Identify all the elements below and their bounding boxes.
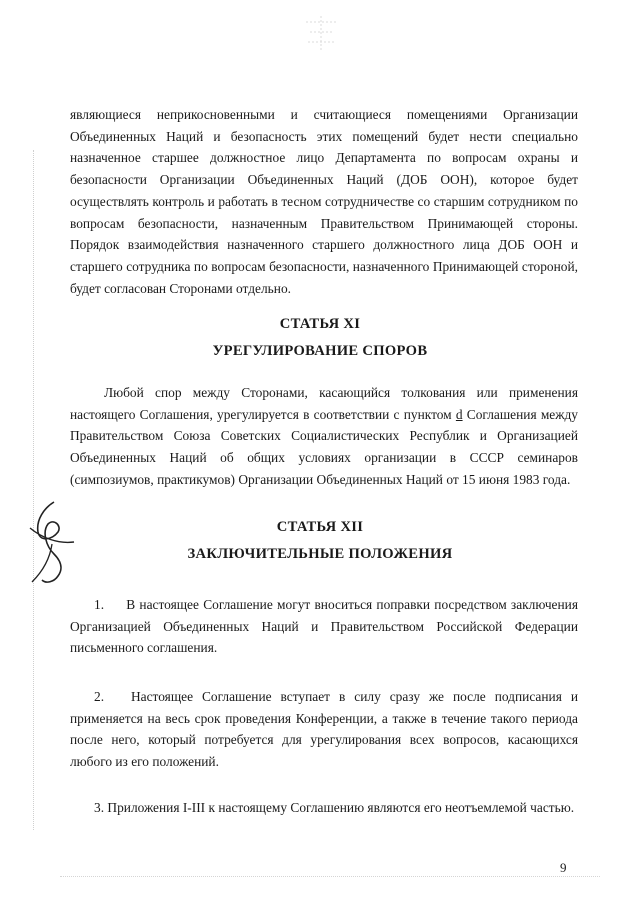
item-text: Приложения I-III к настоящему Соглашению являются его неотъемлемой частью. xyxy=(107,800,575,815)
faint-stamp-mark-icon xyxy=(300,14,342,54)
article-11-point-letter: d xyxy=(455,406,463,422)
item-number: 1. xyxy=(94,597,105,612)
item-number: 2. xyxy=(94,689,105,704)
article-12-title: ЗАКЛЮЧИТЕЛЬНЫЕ ПОЛОЖЕНИЯ xyxy=(187,546,453,562)
article-11-title: УРЕГУЛИРОВАНИЕ СПОРОВ xyxy=(212,343,428,359)
page-number: 9 xyxy=(560,860,567,875)
article-12-number: СТАТЬЯ XII xyxy=(276,519,364,535)
article-12-item-1 xyxy=(70,594,578,659)
item-text: Настоящее Соглашение вступает в силу сразу же после подписания и применяется на весь срок проведения Конференции, а также в течение такого периода после него, который потребуется для урегулирования всех вопросов, касающихся любого из его положений. xyxy=(70,689,579,770)
handwritten-initials-signature xyxy=(24,498,80,590)
article-12-item-3 xyxy=(70,797,578,819)
article-11-text-before: Любой спор между Сторонами, касающийся толкования или применения настоящего Соглашения, урегулируется в соответствии с пунктом xyxy=(70,385,578,422)
article-11-text-after: Соглашения между Правительством Союза Советских Социалистических Республик и Организацией Объединенных Наций об общих условиях организации в СССР семинаров (симпозиумов, практикумов) Организации Объединенных Наций от 15 июня 1983 года. xyxy=(70,406,579,487)
item-number: 3. xyxy=(94,800,105,815)
article-11-paragraph xyxy=(70,382,578,491)
scan-edge-bottom xyxy=(60,876,600,878)
item-text: В настоящее Соглашение могут вноситься поправки посредством заключения Организацией Объединенных Наций и Правительством Российской Федерации письменного соглашения. xyxy=(70,597,578,656)
article-12-item-2 xyxy=(70,686,578,773)
scan-edge-left xyxy=(33,150,35,830)
article-11-number: СТАТЬЯ XI xyxy=(279,316,361,332)
paragraph-continuation: являющиеся неприкосновенными и считающиеся помещениями Организации Объединенных Наций и безопасность этих помещений будет нести специально назначенное старшее должностное лицо Департамента по вопросам охраны и безопасности Организации Объединенных Наций (ДОБ ООН), которое будет осуществлять контроль и работать в тесном сотрудничестве со старшим сотрудником по вопросам безопасности, назначенным Правительством Принимающей стороны. Порядок взаимодействия назначенного старшего должностного лица ДОБ ООН и старшего сотрудника по вопросам безопасности, назначенного Принимающей стороной, будет согласован Сторонами отдельно. xyxy=(70,107,578,296)
